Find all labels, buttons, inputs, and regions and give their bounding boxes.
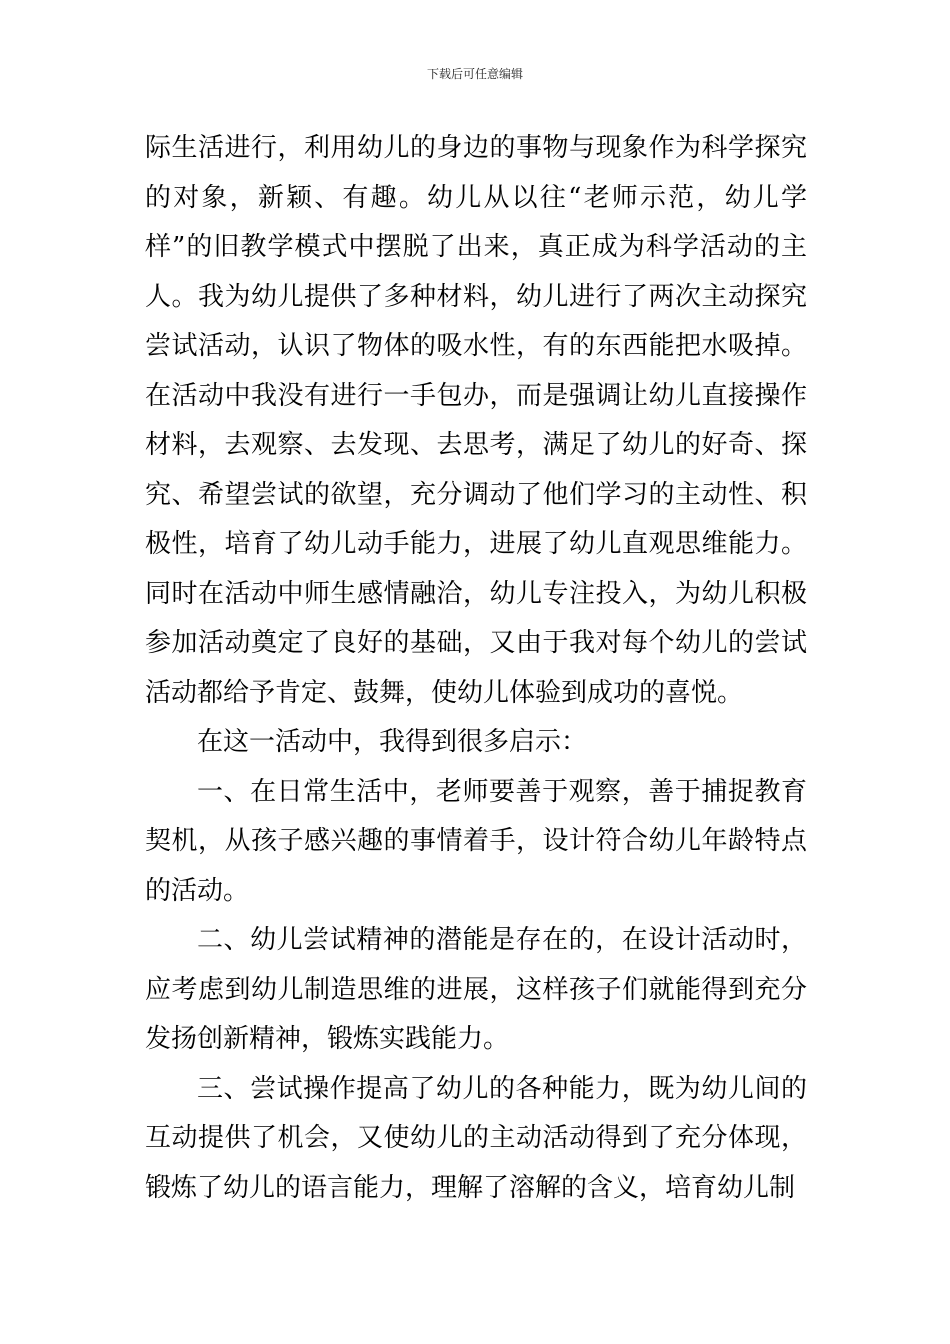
document-body — [145, 124, 807, 1213]
paragraph-point-two: 二、幼儿尝试精神的潜能是存在的，在设计活动时，应考虑到幼儿制造思维的进展，这样孩子们就能得到充分发扬创新精神，锻炼实践能力。 — [145, 925, 807, 1054]
paragraph-point-three: 三、尝试操作提高了幼儿的各种能力，既为幼儿间的互动提供了机会，又使幼儿的主动活动得到了充分体现，锻炼了幼儿的语言能力，理解了溶解的含义，培育幼儿制 — [145, 1073, 807, 1203]
paragraph-point-one: 一、在日常生活中，老师要善于观察，善于捕捉教育契机，从孩子感兴趣的事情着手，设计符合幼儿年龄特点的活动。 — [145, 776, 807, 906]
paragraph-continuation: 际生活进行，利用幼儿的身边的事物与现象作为科学探究的对象，新颖、有趣。幼儿从以往“老师示范，幼儿学样”的旧教学模式中摆脱了出来，真正成为科学活动的主人。我为幼儿提供了多种材料，幼儿进行了两次主动探究尝试活动，认识了物体的吸水性，有的东西能把水吸掉。在活动中我没有进行一手包办，而是强调让幼儿直接操作材料，去观察、去发现、去思考，满足了幼儿的好奇、探究、希望尝试的欲望，充分调动了他们学习的主动性、积极性，培育了幼儿动手能力，进展了幼儿直观思维能力。同时在活动中师生感情融洽，幼儿专注投入，为幼儿积极参加活动奠定了良好的基础，又由于我对每个幼儿的尝试活动都给予肯定、鼓舞，使幼儿体验到成功的喜悦。 — [145, 133, 807, 708]
paragraph-insights-intro: 在这一活动中，我得到很多启示： — [197, 727, 588, 757]
page-header: 下载后可任意编辑 — [426, 67, 523, 81]
